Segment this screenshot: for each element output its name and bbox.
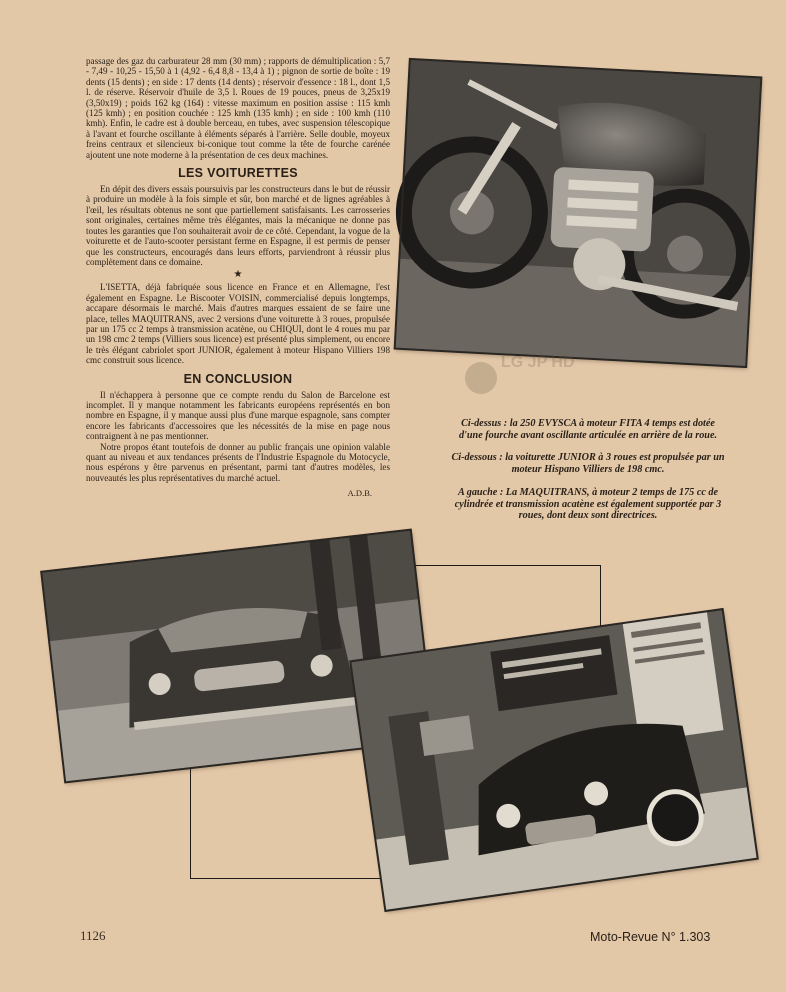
motorcycle-photo-graphic (395, 59, 762, 367)
heading-voiturettes: LES VOITURETTES (178, 166, 298, 181)
connector-line-bottom (190, 760, 381, 879)
watermark-logo (463, 345, 575, 411)
intro-paragraph: passage des gaz du carburateur 28 mm (30 mm) ; rapports de démultiplication : 5,7 - 7,49 - 10,25 - 15,50 à 1 (4,92 - 6,4 8,8 - 13,4 à 1) ; pignon de sortie de boîte : 19 dents (15 dents) ; en side : 17 dents (14 dents) ; réservoir d'essence : 18 l., dont 1,5 l. de réserve. Réservoir d'huile de 3,5 l. Roues de 19 pouces, pneus de 3,25x19 (3,50x19) ; poids 162 kg (164) : vitesse maximum en position assise : 115 kmh (125 kmh) ; en position couchée : 125 kmh (135 kmh) ; en side : 100 kmh (110 kmh). Enfin, le cadre est à double berceau, en tubes, avec suspension télescopique à l'avant et fourche oscillante à éléments séparés à l'arrière. Selle double, moyeux freins centraux et silencieux bi-conique tout comme la tête de fourche carénée ajoutent une note moderne à la présentation de ces deux machines. (86, 56, 390, 160)
conclusion-paragraph-2: Notre propos étant toutefois de donner au public français une opinion valable quant au niveau et aux tendances présents de l'Industrie Espagnole du Motocycle, nous espérons y être parvenus en présentant, parmi tant d'autres modèles, les nouveautés les plus représentatives du marché actuel. (86, 441, 390, 483)
photo-evysca-motorcycle (395, 59, 762, 367)
caption-maquitrans: A gauche : La MAQUITRANS, à moteur 2 temps de 175 cc de cylindrée et transmission acatène est également supportée par 3 roues, dont deux sont directrices. (454, 487, 722, 521)
star-separator: ★ (233, 269, 243, 281)
caption-evysca: Ci-dessus : la 250 EVYSCA à moteur FITA 4 temps est dotée d'une fourche avant oscillante articulée en arrière de la roue. (458, 418, 718, 441)
watermark-text: LG JP HD (501, 354, 575, 371)
junior-photo-graphic (350, 609, 757, 911)
conclusion-paragraph-1: Il n'échappera à personne que ce compte rendu du Salon de Barcelone est incomplet. Il y manque notamment les fabricants européens représentés en bon nombre en Espagne, il y manque aussi plus d'une marque espagnole, sans compter encore les fabricants d'accessoires que les nécessités de la mise en page nous contraignent à ne pas mentionner. (86, 389, 390, 442)
watermark-graphic (463, 345, 575, 411)
article-column (86, 56, 390, 498)
magazine-issue: Moto-Revue N° 1.303 (590, 930, 711, 944)
voiturettes-paragraph: En dépit des divers essais poursuivis par les constructeurs dans le but de réussir à produire un modèle à la fois simple et sûr, bon marché et de lignes agréables à l'œil, les résultats obtenus ne sont que partiellement satisfaisants. Les carrosseries sont originales, certaines même très élégantes, mais la mécanique ne donne pas toutes les garanties que l'on souhaiterait avoir de ce côté. Cependant, la vogue de la voiturette et de l'auto-scooter persistant ferme en Espagne, il est permis de penser que les constructeurs, encouragés dans leurs efforts, parviendront à réussir plus complètement dans ce domaine. (86, 184, 390, 267)
page-number: 1126 (80, 928, 106, 943)
author-signature: A.D.B. (347, 488, 372, 499)
connector-line-top (404, 565, 601, 640)
caption-junior: Ci-dessous : la voiturette JUNIOR à 3 roues est propulsée par un moteur Hispano Villiers de 198 cmc. (451, 452, 725, 475)
heading-conclusion: EN CONCLUSION (183, 371, 293, 386)
isetta-paragraph: L'ISETTA, déjà fabriquée sous licence en France et en Allemagne, l'est également en Espagne. Le Biscooter VOISIN, commercialisé depuis longtemps, accapare désormais le marché. Mais d'autres marques essaient de se faire une place, telles MAQUITRANS, avec 2 versions d'une voiturette à 3 roues, propulsée par un 175 cc 2 temps à transmission acatène, ou CHIQUI, dont le 4 roues mu par un 198 cmc 2 temps (Villiers sous licence) est présenté plus simplement, ou encore le très élégant cabriolet sport JUNIOR, également à moteur Hispano Villiers 198 cmc construit sous licence. (86, 282, 390, 366)
photo-junior-car (350, 609, 757, 911)
